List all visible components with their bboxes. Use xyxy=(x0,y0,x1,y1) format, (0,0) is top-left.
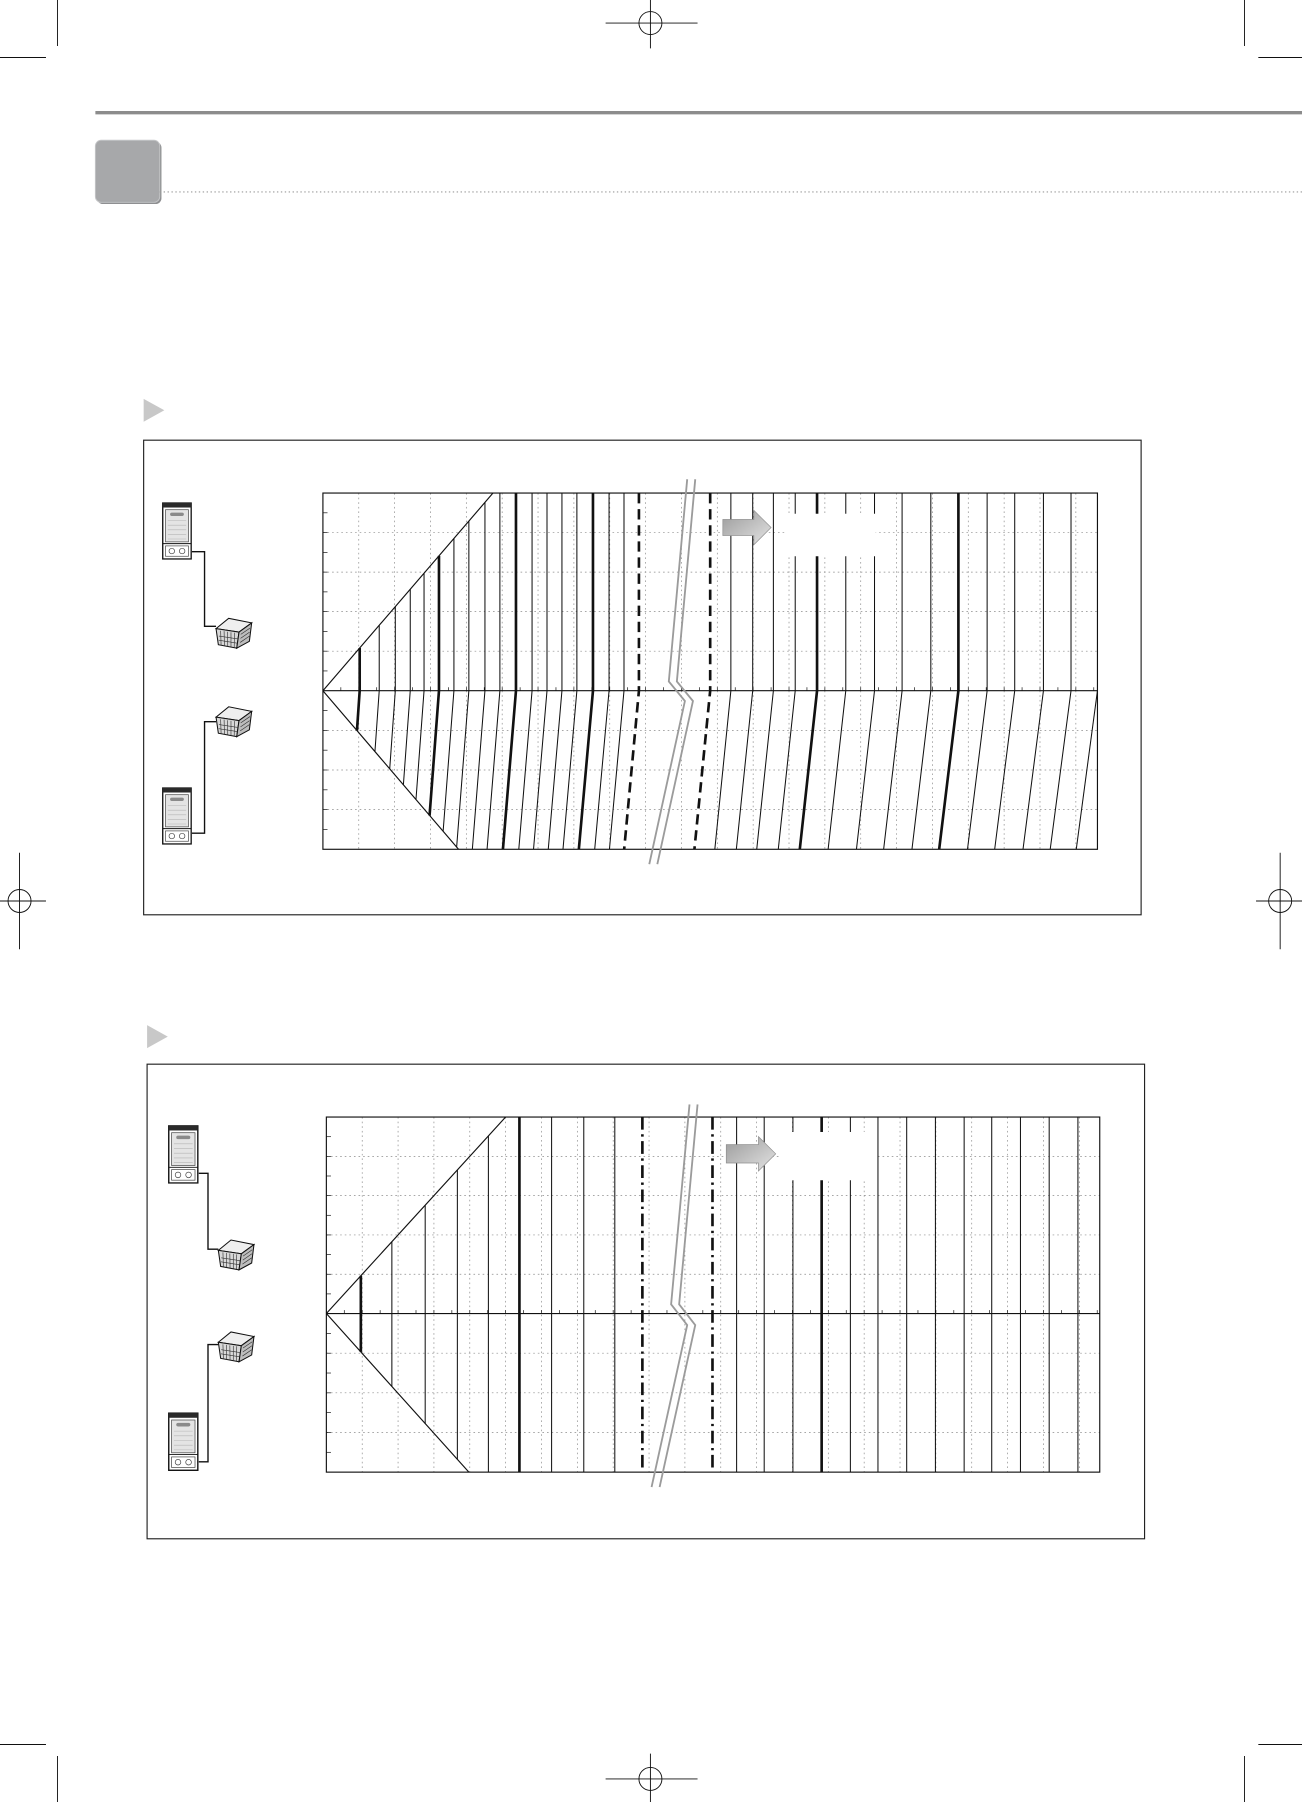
registration-mark-icon xyxy=(0,853,46,950)
triangle-right-icon xyxy=(144,399,165,422)
indoor-unit-icon xyxy=(218,1240,254,1270)
label-box xyxy=(780,1132,877,1180)
registration-mark-cross xyxy=(1256,853,1302,950)
break-mark xyxy=(660,1104,698,1487)
minor-line xyxy=(548,493,562,849)
connection-pipe xyxy=(199,1345,219,1462)
minor-line xyxy=(609,493,624,849)
minor-line xyxy=(595,493,609,849)
indoor-unit-icon xyxy=(216,618,252,648)
minor-line xyxy=(443,538,454,831)
minor-line xyxy=(457,521,469,847)
figure-frame xyxy=(144,440,1141,915)
figure-1 xyxy=(144,399,1141,915)
chart-lines xyxy=(361,1117,1078,1472)
corner-crop-mark-bottom-left xyxy=(0,1744,57,1801)
label-box xyxy=(786,514,876,557)
minor-line xyxy=(1076,691,1097,850)
minor-line xyxy=(519,493,532,849)
figure-frame xyxy=(147,1064,1144,1539)
outdoor-unit-icon xyxy=(163,788,191,844)
major-line xyxy=(503,493,516,849)
outdoor-unit-icon xyxy=(163,503,191,559)
minor-line xyxy=(912,493,931,849)
indoor-unit-icon xyxy=(216,707,252,737)
outdoor-unit-icon xyxy=(169,1413,198,1470)
connection-pipe xyxy=(199,1173,219,1249)
divider-line xyxy=(694,493,710,849)
minor-line xyxy=(757,493,774,849)
registration-mark-cross xyxy=(606,1754,698,1802)
chart-diagonal-boundary xyxy=(326,1117,505,1472)
indoor-unit-icon xyxy=(218,1332,254,1362)
major-line xyxy=(357,648,360,731)
minor-line xyxy=(416,573,424,799)
arrow-right-icon xyxy=(723,510,771,544)
major-line xyxy=(430,556,439,816)
figure-1-chart xyxy=(323,479,1098,864)
minor-line xyxy=(1023,493,1043,849)
minor-line xyxy=(403,589,410,785)
minor-line xyxy=(472,502,485,849)
outdoor-unit-icon xyxy=(169,1126,198,1183)
major-line xyxy=(579,493,593,849)
minor-line xyxy=(563,493,577,849)
chart-diagonal-boundary xyxy=(323,493,493,849)
divider-line xyxy=(624,493,639,849)
connection-pipe xyxy=(192,722,216,833)
registration-mark-icon xyxy=(606,1754,698,1802)
registration-mark-icon xyxy=(1256,853,1302,950)
corner-crop-mark-top-right xyxy=(1245,0,1302,57)
registration-mark-cross xyxy=(0,853,46,950)
minor-line xyxy=(487,493,500,849)
break-mark xyxy=(657,479,695,864)
minor-line xyxy=(375,625,379,751)
corner-crop-mark-bottom-right xyxy=(1245,1744,1302,1801)
minor-line xyxy=(715,493,731,849)
minor-line xyxy=(534,493,547,849)
system-schematic xyxy=(169,1126,254,1470)
figure-2-chart xyxy=(326,1104,1099,1487)
figure-2 xyxy=(147,1025,1144,1539)
connection-pipe xyxy=(192,552,216,627)
minor-line xyxy=(736,493,752,849)
minor-line xyxy=(967,493,987,849)
page-header xyxy=(95,113,1302,204)
triangle-right-icon xyxy=(147,1025,168,1048)
minor-line xyxy=(884,493,902,849)
break-mark xyxy=(652,1104,690,1487)
minor-line xyxy=(1050,493,1071,849)
section-badge xyxy=(95,140,159,202)
corner-crop-mark-top-left xyxy=(0,0,57,57)
registration-mark-cross xyxy=(606,0,698,48)
registration-mark-icon xyxy=(606,0,698,48)
system-schematic xyxy=(163,503,252,844)
arrow-right-icon xyxy=(726,1137,775,1171)
major-line xyxy=(939,493,958,849)
minor-line xyxy=(995,493,1015,849)
chart-lines xyxy=(357,493,1097,849)
